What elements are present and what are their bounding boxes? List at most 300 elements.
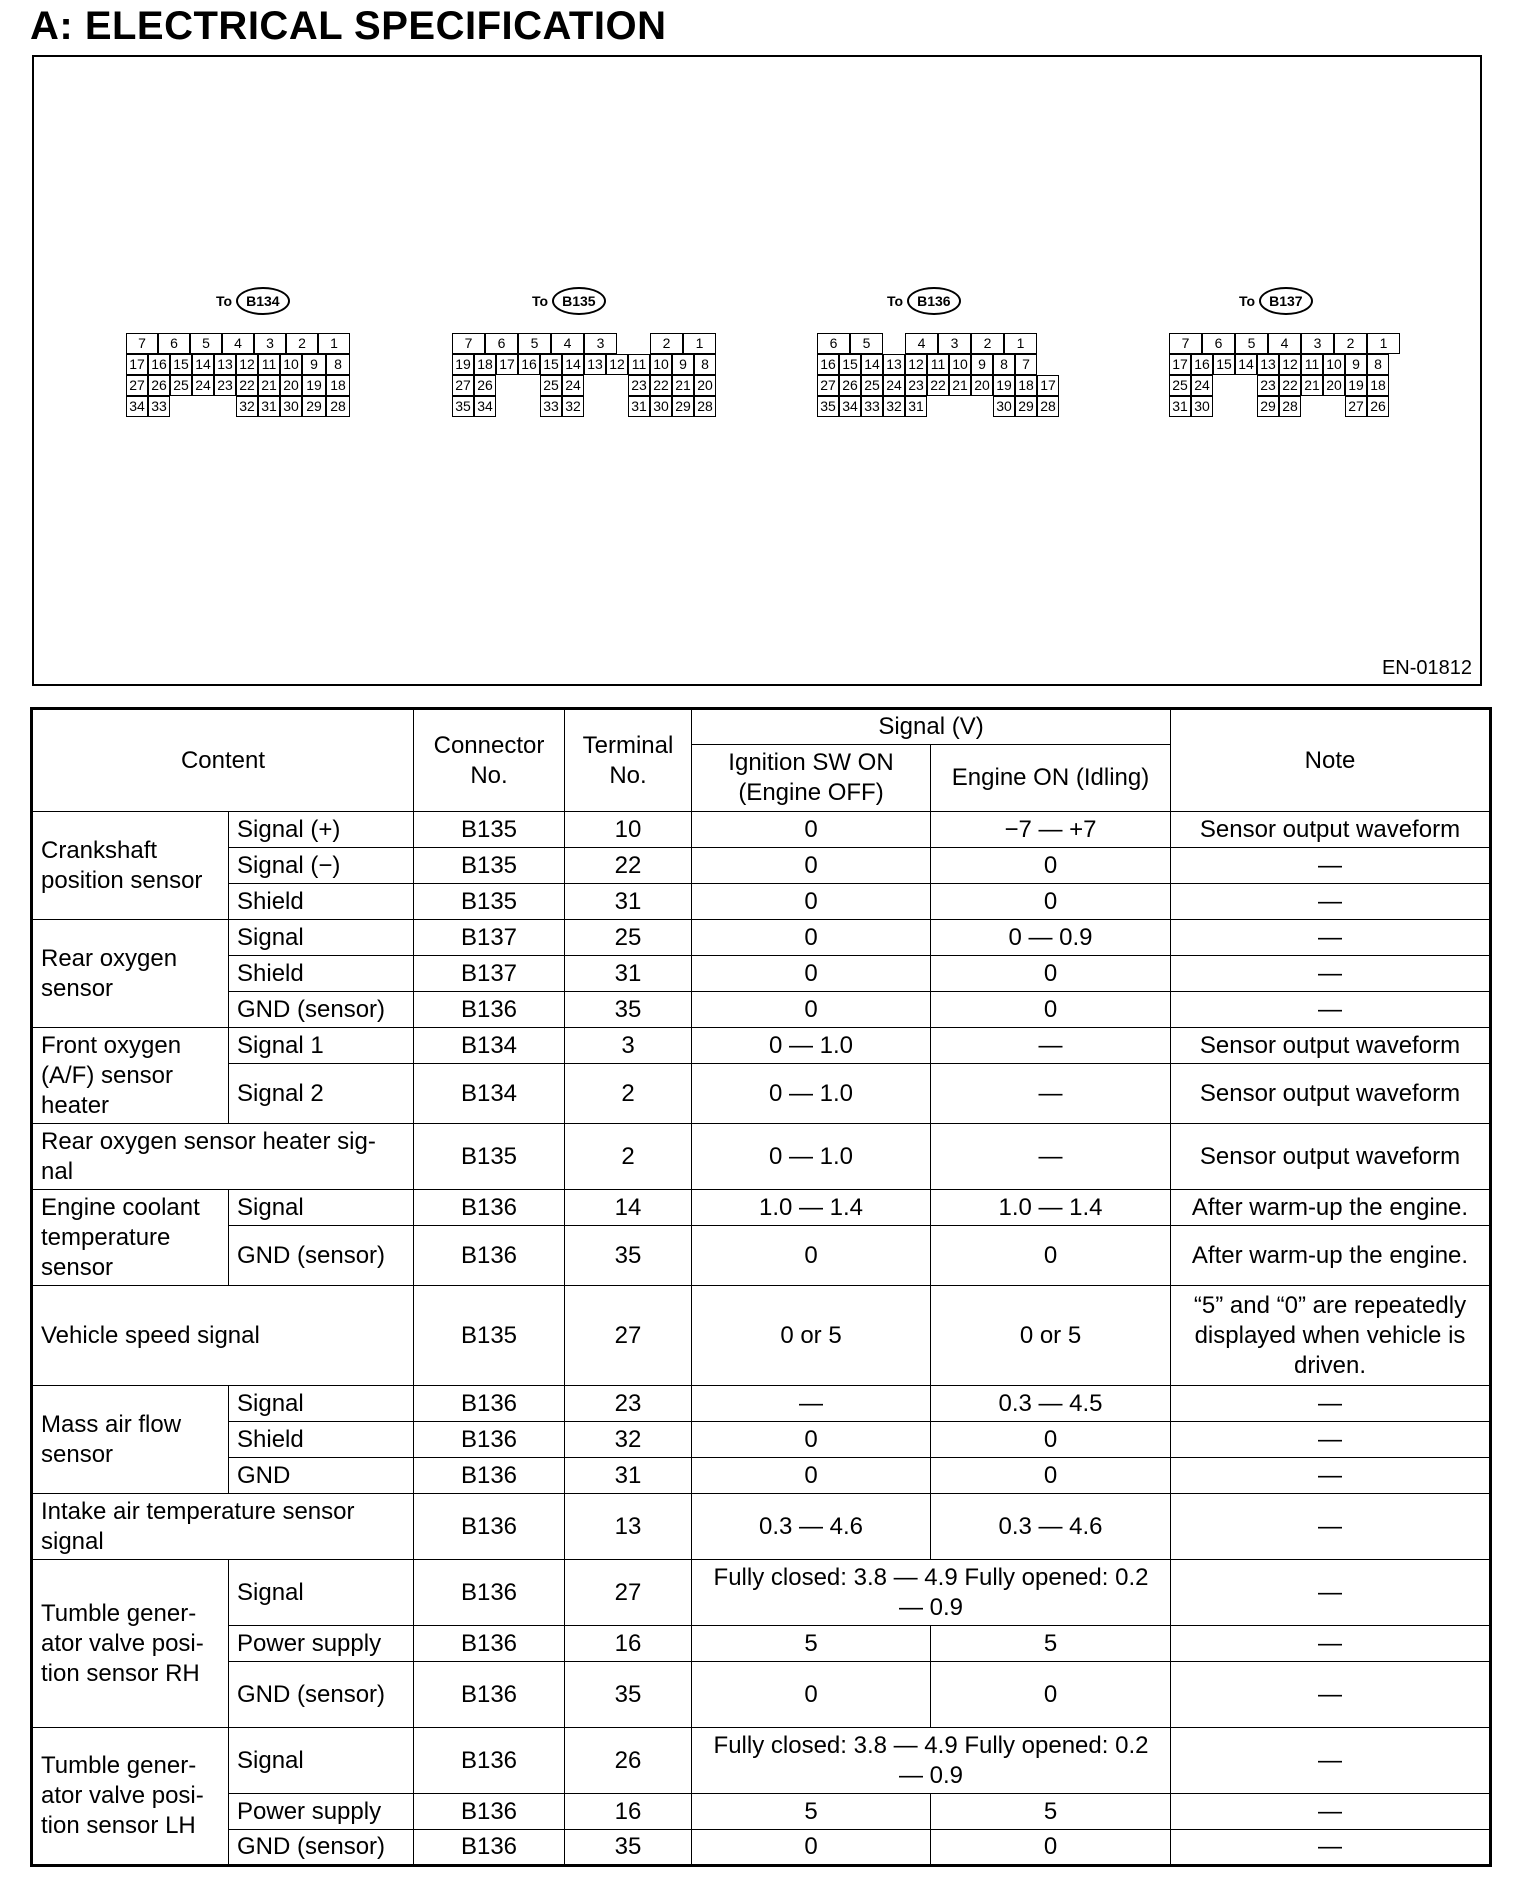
terminal-cell: 27 (565, 1286, 692, 1386)
ignition-cell: 0 (692, 812, 931, 848)
note-cell: — (1171, 956, 1491, 992)
pin: 17 (1037, 375, 1059, 396)
note-cell: — (1171, 848, 1491, 884)
connector-cell: B136 (414, 1458, 565, 1494)
group-label: Crankshaft position sensor (32, 812, 229, 920)
pin: 26 (474, 375, 496, 396)
group-label: Mass air flow sensor (32, 1386, 229, 1494)
terminal-cell: 35 (565, 1830, 692, 1866)
note-cell: Sensor output waveform (1171, 812, 1491, 848)
item-label: Signal (−) (229, 848, 414, 884)
pin: 27 (452, 375, 474, 396)
engine-cell: 0.3 — 4.6 (931, 1494, 1171, 1560)
engine-cell: 0 (931, 848, 1171, 884)
terminal-cell: 23 (565, 1386, 692, 1422)
pin: 10 (1323, 354, 1345, 375)
to-label: To (887, 293, 904, 309)
connector-id-badge: B134 (236, 287, 289, 315)
terminal-cell: 13 (565, 1494, 692, 1560)
engine-cell: 0 (931, 992, 1171, 1028)
table-row (32, 1028, 1491, 1064)
pin: 33 (861, 396, 883, 417)
note-cell: — (1171, 1662, 1491, 1728)
connector-b134 (126, 287, 366, 427)
pin: 30 (650, 396, 672, 417)
spec-table (30, 707, 1492, 1867)
pin: 6 (158, 333, 190, 354)
pin: 12 (606, 354, 628, 375)
pin: 9 (971, 354, 993, 375)
pin: 20 (1323, 375, 1345, 396)
pin: 27 (1345, 396, 1367, 417)
pin: 19 (1345, 375, 1367, 396)
pin: 3 (1301, 333, 1334, 354)
table-row (32, 1728, 1491, 1794)
pin: 29 (1257, 396, 1279, 417)
table-row (32, 1662, 1491, 1728)
ignition-cell: 0 (692, 848, 931, 884)
to-label: To (1239, 293, 1256, 309)
terminal-cell: 32 (565, 1422, 692, 1458)
to-label: To (216, 293, 233, 309)
ignition-cell: 0 (692, 1458, 931, 1494)
pin: 20 (280, 375, 302, 396)
pin: 25 (1169, 375, 1191, 396)
pin: 4 (222, 333, 254, 354)
connector-cell: B135 (414, 812, 565, 848)
pin: 35 (452, 396, 474, 417)
ignition-cell: 0 (692, 920, 931, 956)
engine-cell: 0 (931, 884, 1171, 920)
engine-cell: — (931, 1124, 1171, 1190)
pin: 22 (927, 375, 949, 396)
ignition-cell: 0.3 — 4.6 (692, 1494, 931, 1560)
terminal-cell: 27 (565, 1560, 692, 1626)
pin: 21 (949, 375, 971, 396)
pin: 18 (1367, 375, 1389, 396)
item-label: Power supply (229, 1626, 414, 1662)
pin: 2 (971, 333, 1004, 354)
pin: 15 (1213, 354, 1235, 375)
pin: 19 (452, 354, 474, 375)
connector-b137 (1169, 287, 1409, 427)
pin: 32 (236, 396, 258, 417)
ignition-cell: 5 (692, 1626, 931, 1662)
pin: 24 (192, 375, 214, 396)
connector-cell: B134 (414, 1064, 565, 1124)
note-cell: — (1171, 992, 1491, 1028)
pin: 12 (905, 354, 927, 375)
item-label: GND (sensor) (229, 1830, 414, 1866)
engine-cell: 0 (931, 1458, 1171, 1494)
table-row (32, 992, 1491, 1028)
table-row (32, 1494, 1491, 1560)
pin: 11 (927, 354, 949, 375)
connector-label (1239, 287, 1313, 315)
pin: 25 (861, 375, 883, 396)
pin: 23 (905, 375, 927, 396)
table-row (32, 1064, 1491, 1124)
pin: 30 (280, 396, 302, 417)
pin: 19 (993, 375, 1015, 396)
pin: 23 (214, 375, 236, 396)
pin: 11 (1301, 354, 1323, 375)
item-label: GND (229, 1458, 414, 1494)
note-cell: — (1171, 1626, 1491, 1662)
table-row (32, 1626, 1491, 1662)
pin: 33 (148, 396, 170, 417)
table-row (32, 1422, 1491, 1458)
note-cell: After warm-up the engine. (1171, 1226, 1491, 1286)
note-cell: — (1171, 884, 1491, 920)
pin: 17 (1169, 354, 1191, 375)
pin: 4 (1268, 333, 1301, 354)
pin: 5 (1235, 333, 1268, 354)
pin: 30 (993, 396, 1015, 417)
pin: 9 (672, 354, 694, 375)
header-content: Content (32, 709, 414, 812)
group-label: Tumble gener-ator valve posi-tion sensor RH (32, 1560, 229, 1728)
connector-cell: B136 (414, 1626, 565, 1662)
pin: 9 (302, 354, 326, 375)
pin: 5 (850, 333, 883, 354)
pin: 31 (1169, 396, 1191, 417)
item-label: Shield (229, 1422, 414, 1458)
pin: 8 (1367, 354, 1389, 375)
pin: 3 (938, 333, 971, 354)
pin: 17 (496, 354, 518, 375)
group-label: Front oxygen (A/F) sensor heater (32, 1028, 229, 1124)
group-label: Rear oxygen sensor (32, 920, 229, 1028)
page-title: A: ELECTRICAL SPECIFICATION (30, 4, 667, 48)
terminal-cell: 35 (565, 1226, 692, 1286)
pin: 33 (540, 396, 562, 417)
terminal-cell: 31 (565, 884, 692, 920)
pin: 34 (839, 396, 861, 417)
pin: 35 (817, 396, 839, 417)
terminal-cell: 14 (565, 1190, 692, 1226)
pin: 28 (1037, 396, 1059, 417)
connector-cell: B136 (414, 1190, 565, 1226)
pin: 21 (672, 375, 694, 396)
ignition-cell: 0 or 5 (692, 1286, 931, 1386)
note-cell: — (1171, 1386, 1491, 1422)
pin: 14 (861, 354, 883, 375)
pin: 2 (650, 333, 683, 354)
header-ignition-on: Ignition SW ON (Engine OFF) (692, 745, 931, 812)
ignition-cell: 0 (692, 1662, 931, 1728)
pin: 26 (1367, 396, 1389, 417)
terminal-cell: 16 (565, 1626, 692, 1662)
table-row (32, 848, 1491, 884)
pin: 31 (258, 396, 280, 417)
ignition-cell: — (692, 1386, 931, 1422)
pin: 3 (254, 333, 286, 354)
header-note: Note (1171, 709, 1491, 812)
pin: 8 (326, 354, 350, 375)
note-cell: “5” and “0” are repeatedly displayed when vehicle is driven. (1171, 1286, 1491, 1386)
ignition-cell: 0 (692, 1830, 931, 1866)
connector-label (532, 287, 606, 315)
note-cell: — (1171, 1458, 1491, 1494)
engine-cell: — (931, 1028, 1171, 1064)
pin: 30 (1191, 396, 1213, 417)
pin: 16 (1191, 354, 1213, 375)
terminal-cell: 31 (565, 956, 692, 992)
signal-merged-cell: Fully closed: 3.8 — 4.9 Fully opened: 0.2 — 0.9 (692, 1560, 1171, 1626)
item-label: Power supply (229, 1794, 414, 1830)
pin: 4 (905, 333, 938, 354)
pin: 24 (883, 375, 905, 396)
connector-cell: B135 (414, 848, 565, 884)
terminal-cell: 31 (565, 1458, 692, 1494)
engine-cell: 0 (931, 956, 1171, 992)
note-cell: — (1171, 1830, 1491, 1866)
item-label: Signal (+) (229, 812, 414, 848)
connector-diagram (32, 55, 1482, 686)
connector-id-badge: B136 (907, 287, 960, 315)
pin: 27 (126, 375, 148, 396)
header-row (32, 709, 1491, 745)
pin: 29 (672, 396, 694, 417)
ignition-cell: 1.0 — 1.4 (692, 1190, 931, 1226)
pin: 26 (148, 375, 170, 396)
pin: 18 (1015, 375, 1037, 396)
pin: 10 (280, 354, 302, 375)
pin: 12 (236, 354, 258, 375)
note-cell: — (1171, 920, 1491, 956)
pin: 1 (1367, 333, 1400, 354)
pin: 7 (1169, 333, 1202, 354)
pin: 23 (1257, 375, 1279, 396)
pin: 32 (883, 396, 905, 417)
terminal-cell: 26 (565, 1728, 692, 1794)
table-row (32, 1560, 1491, 1626)
pin: 8 (694, 354, 716, 375)
item-label: Signal 1 (229, 1028, 414, 1064)
note-cell: — (1171, 1794, 1491, 1830)
item-label: Shield (229, 884, 414, 920)
header-terminal: Terminal No. (565, 709, 692, 812)
engine-cell: 0 (931, 1422, 1171, 1458)
group-label: Tumble gener-ator valve posi-tion sensor LH (32, 1728, 229, 1866)
table-row (32, 920, 1491, 956)
pin: 16 (817, 354, 839, 375)
pin: 3 (584, 333, 617, 354)
pin: 25 (540, 375, 562, 396)
terminal-cell: 2 (565, 1064, 692, 1124)
connector-cell: B136 (414, 1830, 565, 1866)
header-engine-on: Engine ON (Idling) (931, 745, 1171, 812)
pin: 16 (148, 354, 170, 375)
pin: 15 (839, 354, 861, 375)
ignition-cell: 0 (692, 1226, 931, 1286)
table-row (32, 1286, 1491, 1386)
header-signal: Signal (V) (692, 709, 1171, 745)
note-cell: — (1171, 1560, 1491, 1626)
table-row (32, 1386, 1491, 1422)
pin: 13 (214, 354, 236, 375)
engine-cell: 5 (931, 1626, 1171, 1662)
pin: 18 (326, 375, 350, 396)
table-row (32, 1794, 1491, 1830)
item-label: GND (sensor) (229, 1226, 414, 1286)
pin: 22 (1279, 375, 1301, 396)
pin: 21 (258, 375, 280, 396)
pin: 6 (1202, 333, 1235, 354)
pin: 14 (1235, 354, 1257, 375)
engine-cell: 0 (931, 1226, 1171, 1286)
pin: 24 (1191, 375, 1213, 396)
item-label: Signal (229, 1386, 414, 1422)
engine-cell: 0.3 — 4.5 (931, 1386, 1171, 1422)
ignition-cell: 0 — 1.0 (692, 1124, 931, 1190)
note-cell: After warm-up the engine. (1171, 1190, 1491, 1226)
pin: 21 (1301, 375, 1323, 396)
pin: 13 (883, 354, 905, 375)
pin: 20 (971, 375, 993, 396)
connector-label (887, 287, 961, 315)
pin: 5 (190, 333, 222, 354)
note-cell: Sensor output waveform (1171, 1028, 1491, 1064)
pin: 6 (817, 333, 850, 354)
note-cell: Sensor output waveform (1171, 1124, 1491, 1190)
table-row (32, 956, 1491, 992)
connector-cell: B136 (414, 1494, 565, 1560)
pin: 29 (1015, 396, 1037, 417)
connector-cell: B136 (414, 1422, 565, 1458)
terminal-cell: 16 (565, 1794, 692, 1830)
item-label: Signal (229, 1728, 414, 1794)
note-cell: — (1171, 1422, 1491, 1458)
pin: 1 (1004, 333, 1037, 354)
table-row (32, 1226, 1491, 1286)
connector-cell: B137 (414, 956, 565, 992)
terminal-cell: 10 (565, 812, 692, 848)
pin: 31 (628, 396, 650, 417)
pin: 25 (170, 375, 192, 396)
pin: 26 (839, 375, 861, 396)
pin: 2 (1334, 333, 1367, 354)
connector-cell: B134 (414, 1028, 565, 1064)
pin: 12 (1279, 354, 1301, 375)
pin: 27 (817, 375, 839, 396)
table-row (32, 1190, 1491, 1226)
pin: 11 (258, 354, 280, 375)
table-row (32, 1458, 1491, 1494)
ignition-cell: 0 (692, 884, 931, 920)
pin: 7 (126, 333, 158, 354)
terminal-cell: 25 (565, 920, 692, 956)
terminal-cell: 22 (565, 848, 692, 884)
figure-id: EN-01812 (1381, 657, 1472, 679)
connector-id-badge: B137 (1259, 287, 1312, 315)
pin: 24 (562, 375, 584, 396)
engine-cell: 0 (931, 1830, 1171, 1866)
pin: 28 (1279, 396, 1301, 417)
table-row (32, 812, 1491, 848)
engine-cell: 0 (931, 1662, 1171, 1728)
pin: 17 (126, 354, 148, 375)
connector-cell: B136 (414, 1794, 565, 1830)
note-cell: — (1171, 1728, 1491, 1794)
terminal-cell: 35 (565, 992, 692, 1028)
table-row (32, 1124, 1491, 1190)
ignition-cell: 0 — 1.0 (692, 1064, 931, 1124)
note-cell: — (1171, 1494, 1491, 1560)
pin: 20 (694, 375, 716, 396)
ignition-cell: 0 (692, 1422, 931, 1458)
connector-cell: B136 (414, 1226, 565, 1286)
item-label: GND (sensor) (229, 1662, 414, 1728)
pin: 28 (326, 396, 350, 417)
engine-cell: 5 (931, 1794, 1171, 1830)
engine-cell: — (931, 1064, 1171, 1124)
connector-cell: B135 (414, 1286, 565, 1386)
terminal-cell: 35 (565, 1662, 692, 1728)
engine-cell: −7 — +7 (931, 812, 1171, 848)
connector-id-badge: B135 (552, 287, 605, 315)
pin: 7 (1015, 354, 1037, 375)
connector-label (216, 287, 290, 315)
pin: 1 (683, 333, 716, 354)
pin: 13 (1257, 354, 1279, 375)
pin: 10 (949, 354, 971, 375)
table-row (32, 884, 1491, 920)
pin: 5 (518, 333, 551, 354)
connector-cell: B136 (414, 992, 565, 1028)
pin: 4 (551, 333, 584, 354)
pin: 29 (302, 396, 326, 417)
pin: 9 (1345, 354, 1367, 375)
group-label: Engine coolant temperature sensor (32, 1190, 229, 1286)
ignition-cell: 0 (692, 992, 931, 1028)
pin: 8 (993, 354, 1015, 375)
pin: 28 (694, 396, 716, 417)
pin: 1 (318, 333, 350, 354)
terminal-cell: 2 (565, 1124, 692, 1190)
note-cell: Sensor output waveform (1171, 1064, 1491, 1124)
engine-cell: 0 — 0.9 (931, 920, 1171, 956)
pin: 15 (540, 354, 562, 375)
pin: 34 (474, 396, 496, 417)
pin: 31 (905, 396, 927, 417)
pin: 22 (236, 375, 258, 396)
pin: 2 (286, 333, 318, 354)
content-label: Rear oxygen sensor heater sig-nal (32, 1124, 414, 1190)
pin: 13 (584, 354, 606, 375)
pin: 10 (650, 354, 672, 375)
table-row (32, 1830, 1491, 1866)
pin: 6 (485, 333, 518, 354)
signal-merged-cell: Fully closed: 3.8 — 4.9 Fully opened: 0.2 — 0.9 (692, 1728, 1171, 1794)
header-connector: Connector No. (414, 709, 565, 812)
connector-b136 (817, 287, 1097, 427)
ignition-cell: 0 — 1.0 (692, 1028, 931, 1064)
content-label: Intake air temperature sensor signal (32, 1494, 414, 1560)
pin: 32 (562, 396, 584, 417)
connector-cell: B137 (414, 920, 565, 956)
item-label: Signal (229, 1560, 414, 1626)
connector-cell: B135 (414, 1124, 565, 1190)
pin: 19 (302, 375, 326, 396)
pin: 23 (628, 375, 650, 396)
item-label: GND (sensor) (229, 992, 414, 1028)
item-label: Shield (229, 956, 414, 992)
content-label: Vehicle speed signal (32, 1286, 414, 1386)
to-label: To (532, 293, 549, 309)
pin: 22 (650, 375, 672, 396)
